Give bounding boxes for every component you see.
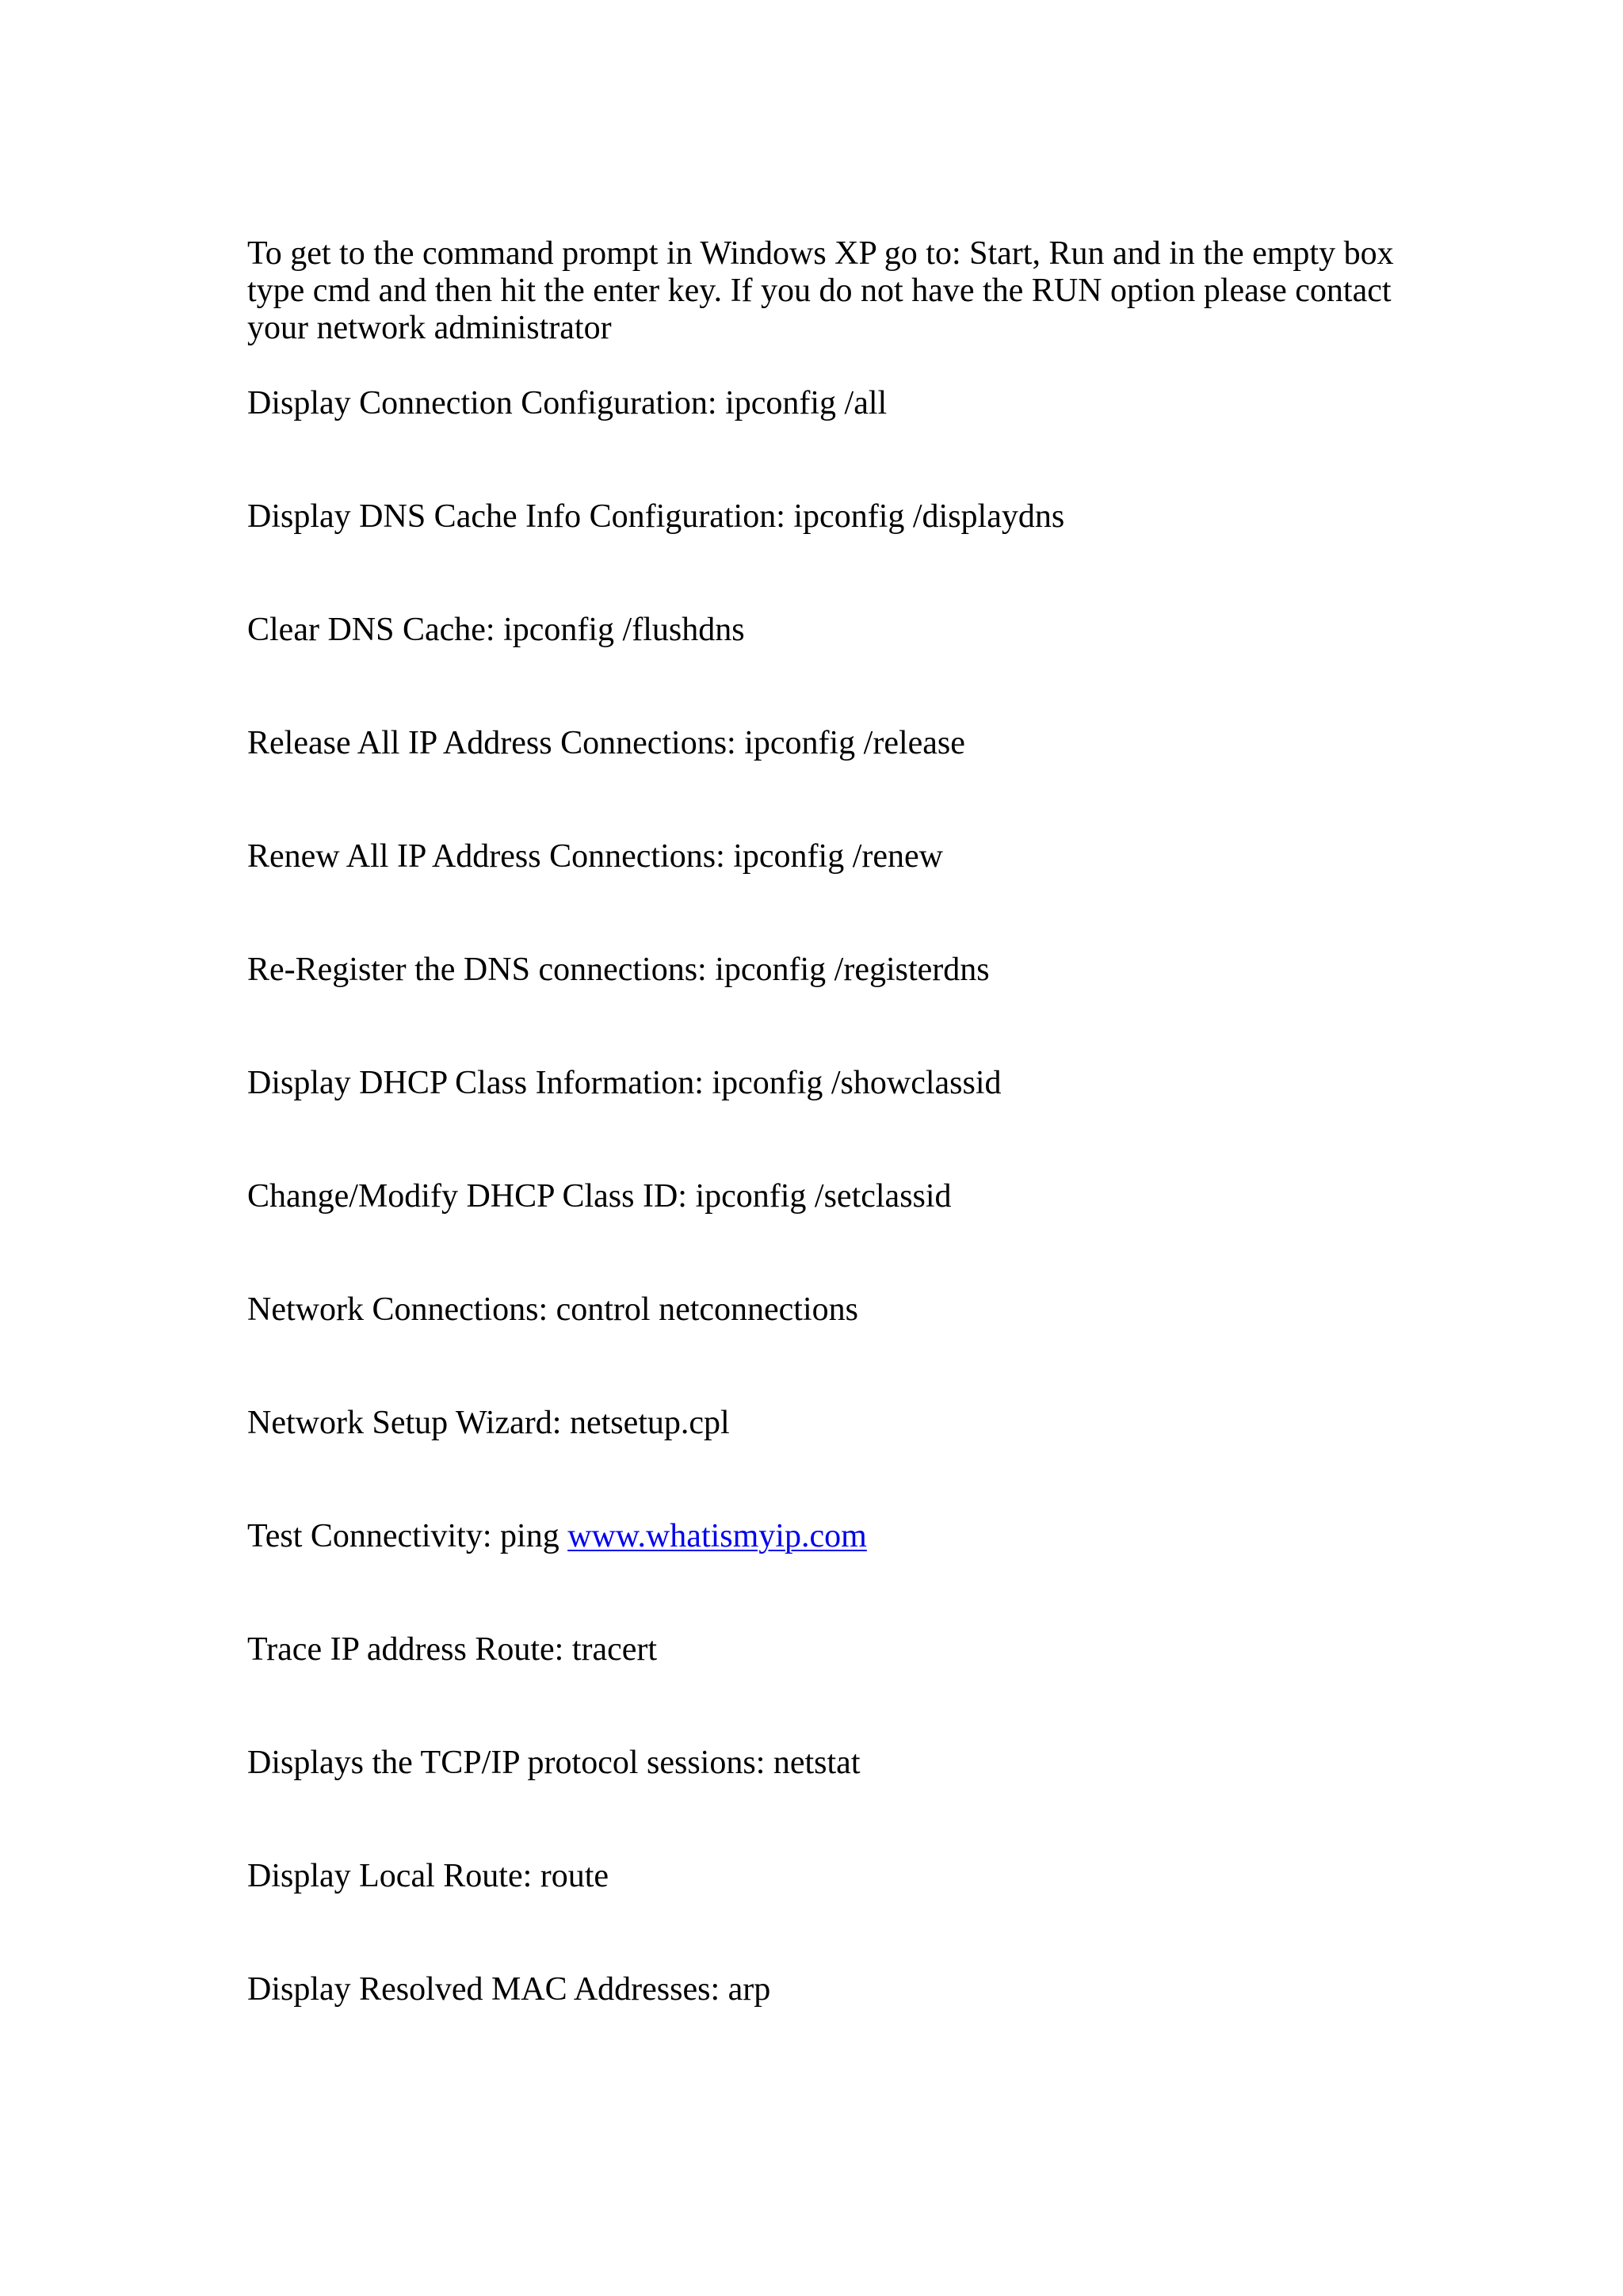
- command-text: ipconfig /setclassid: [695, 1178, 952, 1215]
- command-text: control netconnections: [556, 1291, 858, 1328]
- command-label: Display Connection Configuration:: [247, 385, 717, 421]
- command-label: Trace IP address Route:: [247, 1631, 564, 1668]
- command-item-show-classid: [247, 1065, 1396, 1102]
- command-item-display-dns-cache: [247, 498, 1396, 536]
- command-label: Display DNS Cache Info Configuration:: [247, 498, 785, 535]
- command-label: Display Resolved MAC Addresses:: [247, 1971, 720, 2008]
- intro-line: type cmd and then hit the enter key. If you do not have the RUN option please contact: [247, 273, 1392, 309]
- command-item-test-connectivity: [247, 1518, 1396, 1555]
- command-label: Network Connections:: [247, 1291, 548, 1328]
- command-text: ipconfig /renew: [733, 838, 943, 875]
- command-text: netstat: [773, 1745, 861, 1781]
- command-text: ipconfig /showclassid: [712, 1065, 1002, 1101]
- command-text: ipconfig /registerdns: [715, 952, 990, 988]
- command-label: Release All IP Address Connections:: [247, 725, 736, 761]
- command-item-display-connection-config: [247, 385, 1396, 422]
- command-label: Displays the TCP/IP protocol sessions:: [247, 1745, 766, 1781]
- intro-line: your network administrator: [247, 310, 612, 346]
- command-label: Clear DNS Cache:: [247, 612, 495, 648]
- command-item-netstat: [247, 1745, 1396, 1782]
- command-text: netsetup.cpl: [569, 1405, 730, 1441]
- command-list: [247, 385, 1396, 2008]
- command-text: ping: [500, 1518, 559, 1554]
- command-text: ipconfig /all: [725, 385, 888, 421]
- intro-paragraph: [247, 235, 1396, 347]
- document-content: [247, 235, 1396, 2008]
- command-label: Display Local Route:: [247, 1858, 533, 1894]
- command-label: Change/Modify DHCP Class ID:: [247, 1178, 687, 1215]
- command-item-network-setup-wizard: [247, 1405, 1396, 1442]
- command-item-tracert: [247, 1631, 1396, 1669]
- command-label: Network Setup Wizard:: [247, 1405, 562, 1441]
- command-item-release-ip: [247, 725, 1396, 762]
- command-text: arp: [727, 1971, 771, 2008]
- command-label: Test Connectivity:: [247, 1518, 492, 1554]
- command-text: ipconfig /flushdns: [503, 612, 745, 648]
- intro-line: To get to the command prompt in Windows XP go to: Start, Run and in the empty box: [247, 235, 1394, 272]
- command-item-network-connections: [247, 1291, 1396, 1329]
- command-text: route: [540, 1858, 609, 1894]
- command-item-route: [247, 1858, 1396, 1895]
- command-item-register-dns: [247, 952, 1396, 989]
- command-label: Display DHCP Class Information:: [247, 1065, 704, 1101]
- command-text: tracert: [571, 1631, 658, 1668]
- command-text: ipconfig /release: [744, 725, 965, 761]
- command-item-renew-ip: [247, 838, 1396, 875]
- command-item-clear-dns-cache: [247, 612, 1396, 649]
- command-text: ipconfig /displaydns: [793, 498, 1065, 535]
- command-label: Re-Register the DNS connections:: [247, 952, 707, 988]
- command-item-arp: [247, 1971, 1396, 2008]
- command-label: Renew All IP Address Connections:: [247, 838, 725, 875]
- whatismyip-link[interactable]: www.whatismyip.com: [567, 1518, 867, 1554]
- command-item-set-classid: [247, 1178, 1396, 1215]
